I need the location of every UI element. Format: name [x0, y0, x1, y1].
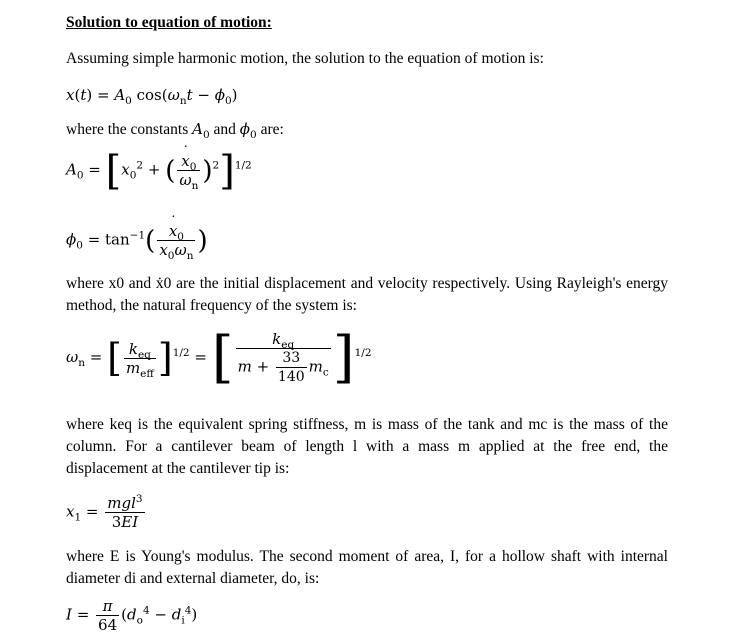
- constants-text-pre: where the constants: [66, 121, 193, 138]
- paragraph-second-moment: where E is Young's modulus. The second moment of area, I, for a hollow shaft with internal diameter di and external diameter, do, is:: [66, 548, 668, 587]
- paragraph-initial-conditions: where x0 and ẋ0 are the initial displacement and velocity respectively. Using Rayleigh's energy method, the natural frequency of the system is:: [66, 275, 668, 314]
- equation-phase: $\phi_0 = \tan^{-1}$( $\frac{x ˙_0}{x_0\omega_n}$ ): [66, 222, 208, 259]
- paragraph-spring-stiffness: where keq is the equivalent spring stiffness, m is mass of the tank and mc is the mass of the column. For a cantilever beam of length l with a mass m applied at the free end, the displacement at the cantilever tip is:: [66, 416, 668, 477]
- equation-natural-frequency: $\omega_n$ = [ $\frac{k_{eq}}{m_{eff}}$ ]$^{1/2}$ = [ $k_{eq}$ m + $\frac{33}{140}$ $m_c$ ]$^{1/2}$: [66, 325, 372, 390]
- equation-tip-displacement: $x_1$ = $\frac{mgl^3}{3EI}$: [66, 493, 143, 531]
- constants-text-post: are:: [256, 121, 284, 138]
- paragraph-intro: Assuming simple harmonic motion, the solution to the equation of motion is:: [66, 50, 544, 67]
- equation-displacement: $x(t) = A_0$ $\cos(\omega_nt - \phi_0)$: [66, 86, 238, 107]
- equation-amplitude: $A_0 = [x_0^2$ + ( $\frac{x ˙_0}{\omega_n}$ )$^2$]$^{1/2}$: [66, 152, 252, 189]
- equation-second-moment: I = $\frac{\pi}{64}$ $(d_o^4 - d_i^4)$: [66, 597, 198, 634]
- section-heading: Solution to equation of motion:: [66, 14, 272, 31]
- constants-text-and: and: [209, 121, 240, 138]
- paragraph-constants: where the constants $A_0$ and $\phi_0$ are:: [66, 120, 284, 141]
